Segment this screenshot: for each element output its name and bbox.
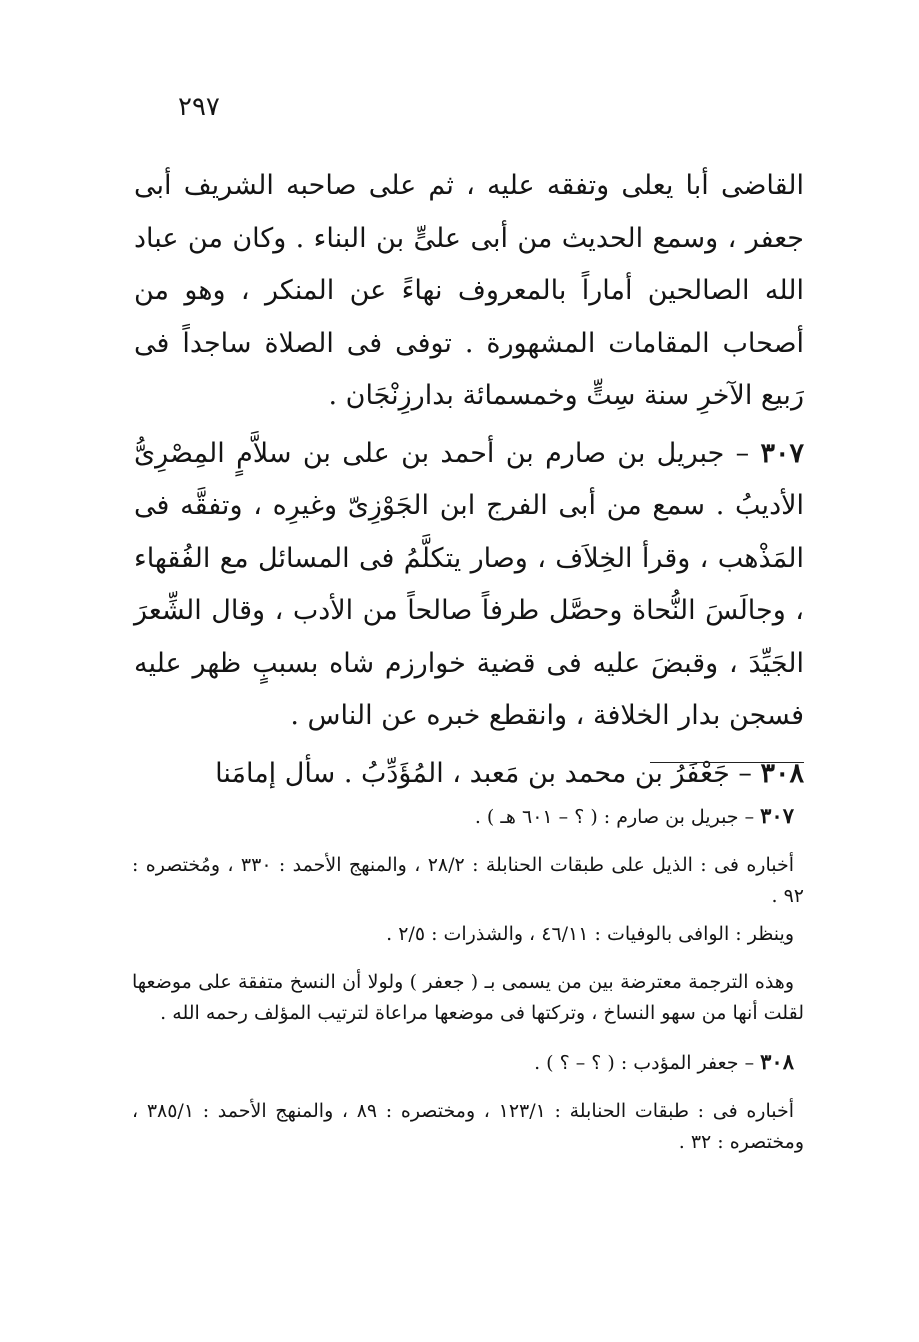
entry-number: ٣٠٧ (760, 437, 804, 469)
footnote-separator (650, 762, 804, 763)
footnote-number: ٣٠٨ (760, 1049, 794, 1074)
footnote-heading-text: جبريل بن صارم : ( ؟ – ٦٠١ هـ ) . (474, 806, 739, 828)
footnotes (132, 800, 804, 1165)
footnote-308-heading (132, 1046, 804, 1079)
footnote-heading-text: جعفر المؤدب : ( ؟ – ؟ ) . (534, 1052, 739, 1074)
footnote-308-sources: أخباره فى : طبقات الحنابلة : ١٢٣/١ ، ومختصره : ٨٩ ، والمنهج الأحمد : ٣٨٥/١ ، ومختصره : ٣٢ . (132, 1100, 804, 1153)
entry-307 (134, 428, 804, 743)
entry-number: ٣٠٨ (760, 757, 804, 789)
footnote-307-sources: أخباره فى : الذيل على طبقات الحنابلة : ٢٨/٢ ، والمنهج الأحمد : ٣٣٠ ، ومُختصره : ٩٢ . (132, 854, 804, 907)
entry-text: جبريل بن صارم بن أحمد بن على بن سلاَّمٍ المِصْرِىُّ الأديبُ . سمع من أبى الفرج ابن الجَوْزِىّ وغيرِه ، وتفقَّه فى المَذْهب ، وقرأ الخِلاَف ، وصار يتكلَّمُ فى المسائل مع الفُقهاء ، وجالَسَ النُّحاة وحصَّل طرفاً صالحاً من الأدب ، وقال الشِّعرَ الجَيِّدَ ، وقبضَ عليه فى قضية خوارزم شاه بسببٍ ظهر عليه فسجن بدار الخلافة ، وانقطع خبره عن الناس . (134, 437, 804, 731)
page-number: ٢٩٧ (178, 92, 220, 122)
main-text (134, 160, 804, 800)
footnote-307-heading (132, 800, 804, 833)
footnote-dash: – (738, 1052, 761, 1074)
entry-dash: – (729, 757, 761, 789)
footnote-number: ٣٠٧ (760, 803, 794, 828)
previous-entry-tail: القاضى أبا يعلى وتفقه عليه ، ثم على صاحبه الشريف أبى جعفر ، وسمع الحديث من أبى علىٍّ بن البناء . وكان من عباد الله الصالحين أماراً بالمعروف نهاءً عن المنكر ، وهو من أصحاب المقامات المشهورة . توفى فى الصلاة ساجداً فى رَبيع الآخرِ سنة سِتٍّ وخمسمائة بدارزِنْجَان . (134, 170, 804, 411)
footnote-dash: – (738, 806, 761, 828)
entry-text: جَعْفَرُ بن محمد بن مَعبد ، المُؤَدِّبُ . سأل إمامَنا (215, 757, 730, 789)
footnote-307-see-also: وينظر : الوافى بالوفيات : ٤٦/١١ ، والشذرات : ٢/٥ . (386, 923, 794, 945)
entry-308 (134, 748, 804, 801)
footnote-307-remark: وهذه الترجمة معترضة بين من يسمى بـ ( جعفر ) ولولا أن النسخ متفقة على موضعها لقلت أنها من سهو النساخ ، وتركتها فى موضعها مراعاة لترتيب المؤلف رحمه الله . (132, 971, 804, 1024)
entry-dash: – (724, 437, 761, 469)
